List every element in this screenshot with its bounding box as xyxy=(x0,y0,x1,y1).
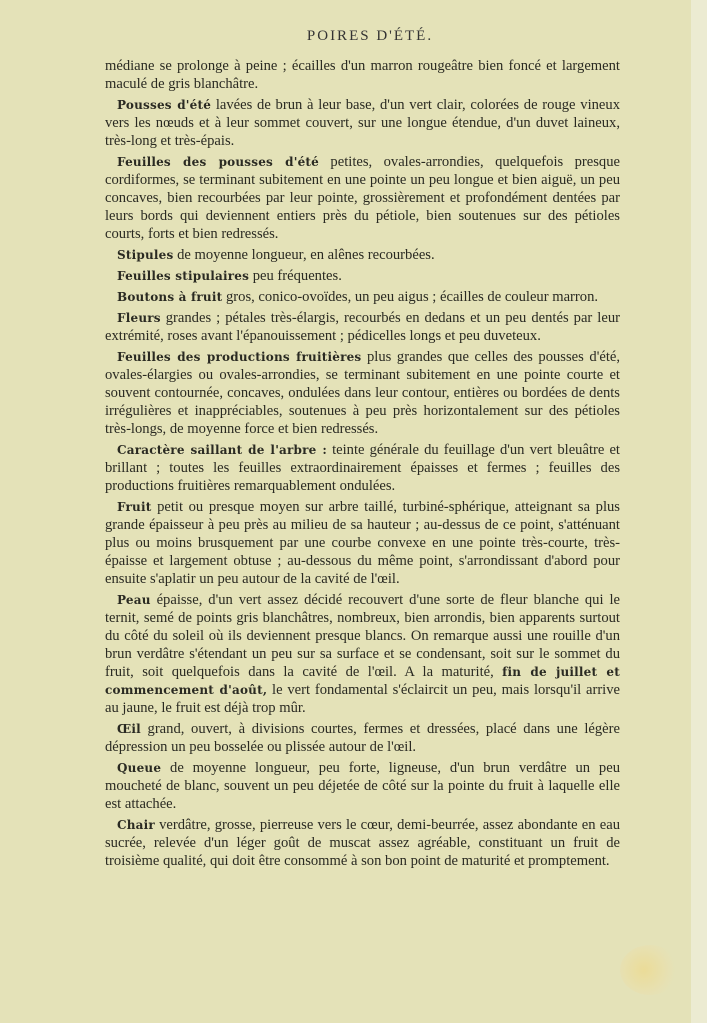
paragraph-lead: Feuilles stipulaires xyxy=(117,269,250,283)
paragraph-lead: Pousses d'été xyxy=(117,98,212,112)
paragraph-queue xyxy=(105,759,620,813)
fruit-illustration-fragment xyxy=(620,945,680,995)
paragraph-text: teinte générale du feuillage d'un vert bleuâtre et brillant ; toutes les feuilles extraordinairement épaisses et fermes ; feuilles des productions fruitières remarquablement ondulées. xyxy=(105,442,620,494)
paragraph-lead: Fruit xyxy=(117,500,152,514)
paragraph-lead: Caractère saillant de l'arbre : xyxy=(117,443,327,457)
document-page xyxy=(105,28,620,873)
paragraph-text: peu fréquentes. xyxy=(249,268,342,284)
paragraph-lead: Queue xyxy=(117,761,162,775)
paragraph-fleurs xyxy=(105,309,620,345)
paragraph-lead: Feuilles des pousses d'été xyxy=(117,155,320,169)
paragraph-peau xyxy=(105,591,620,717)
paragraph-text: petit ou presque moyen sur arbre taillé, turbiné-sphérique, atteignant sa plus grande épaisseur à peu près au milieu de sa hauteur ; au-dessus de ce point, s'atténuant plus ou moins brusquement par une courbe convexe en une pointe très-courte, très-épaisse et largement obtuse ; au-dessous du même point, s'arrondissant d'abord pour ensuite s'aplatir un peu autour de la cavité de l'œil. xyxy=(105,499,620,587)
paragraph-lead: Boutons à fruit xyxy=(117,290,223,304)
paragraph-oeil xyxy=(105,720,620,756)
paragraph-text: de moyenne longueur, en alênes recourbées. xyxy=(173,247,435,263)
paragraph-text: lavées de brun à leur base, d'un vert clair, colorées de rouge vineux vers les nœuds et à leur sommet couvert, sur une longue étendue, d'un duvet laineux, très-long et très-épais. xyxy=(105,97,620,149)
paragraph-text: verdâtre, grosse, pierreuse vers le cœur, demi-beurrée, assez abondante en eau sucrée, relevée d'un léger goût de muscat assez agréable, constituant un fruit de troisième qualité, qui doit être consommé à son bon point de maturité et promptement. xyxy=(105,817,620,869)
paragraph-bold-phrase: fin de juillet et commencement d'août, xyxy=(105,665,620,697)
page-edge xyxy=(691,0,707,1023)
paragraph-fruit xyxy=(105,498,620,588)
paragraph-text: de moyenne longueur, peu forte, ligneuse, d'un brun verdâtre un peu moucheté de blanc, souvent un peu déjetée de côté sur la pointe du fruit à laquelle elle est attachée. xyxy=(105,760,620,812)
paragraph-text: plus grandes que celles des pousses d'été, ovales-élargies ou ovales-arrondies, se terminant subitement en une pointe courte et souvent contournée, concaves, ondulées dans leur contour, entières ou bordées de dents irrégulières et inappréciables, soutenues à peu près horizontalement sur des pétioles très-longs, de moyenne force et bien redressés. xyxy=(105,349,620,437)
paragraph-text: le vert fondamental s'éclaircit un peu, mais lorsqu'il arrive au jaune, le fruit est déjà trop mûr. xyxy=(105,682,621,716)
paragraph-chair xyxy=(105,816,620,870)
paragraph-lead: Fleurs xyxy=(117,311,161,325)
paragraph-pousses xyxy=(105,96,620,150)
paragraph-stipules xyxy=(105,246,620,264)
paragraph-lead: Peau xyxy=(117,593,151,607)
paragraph-boutons xyxy=(105,288,620,306)
paragraph-text: médiane se prolonge à peine ; écailles d'un marron rougeâtre bien foncé et largement maculé de gris blanchâtre. xyxy=(105,58,620,92)
paragraph-text: petites, ovales-arrondies, quelquefois presque cordiformes, se terminant subitement en une pointe un peu longue et bien aiguë, un peu concaves, bien recourbées par leur pointe, grossièrement et profondément dentées par leurs bords qui deviennent entiers près du pétiole, bien soutenues sur des pétioles courts, forts et bien redressés. xyxy=(105,154,620,242)
paragraph-feuilles-productions xyxy=(105,348,620,438)
paragraph-lead: Stipules xyxy=(117,248,174,262)
paragraph-lead: Œil xyxy=(117,722,141,736)
paragraph-lead: Feuilles des productions fruitières xyxy=(117,350,362,364)
page-title: POIRES D'ÉTÉ. xyxy=(306,28,434,44)
paragraph-text: grand, ouvert, à divisions courtes, fermes et dressées, placé dans une légère dépression un peu bosselée ou plissée autour de l'œil. xyxy=(105,721,620,755)
paragraph-lead: Chair xyxy=(117,818,155,832)
paragraph-caractere xyxy=(105,441,620,495)
paragraph-text: grandes ; pétales très-élargis, recourbés en dedans et un peu dentés par leur extrémité, roses avant l'épanouissement ; pédicelles longs et peu duveteux. xyxy=(105,310,620,344)
paragraph-feuilles-stipulaires xyxy=(105,267,620,285)
paragraph-text: épaisse, d'un vert assez décidé recouvert d'une sorte de fleur blanche qui le ternit, semé de points gris blanchâtres, nombreux, bien arrondis, bien apparents surtout du côté du soleil où ils deviennent presque blancs. On remarque aussi une rouille d'un brun verdâtre s'étendant un peu sur sa surface et se condensant, soit sur le sommet du fruit, soit quelquefois dans la cavité de l'œil. A la maturité, xyxy=(105,592,620,680)
paragraph-text: gros, conico-ovoïdes, un peu aigus ; écailles de couleur marron. xyxy=(222,289,599,305)
paragraph-feuilles-pousses xyxy=(105,153,620,243)
paragraph-continuation xyxy=(105,57,620,93)
